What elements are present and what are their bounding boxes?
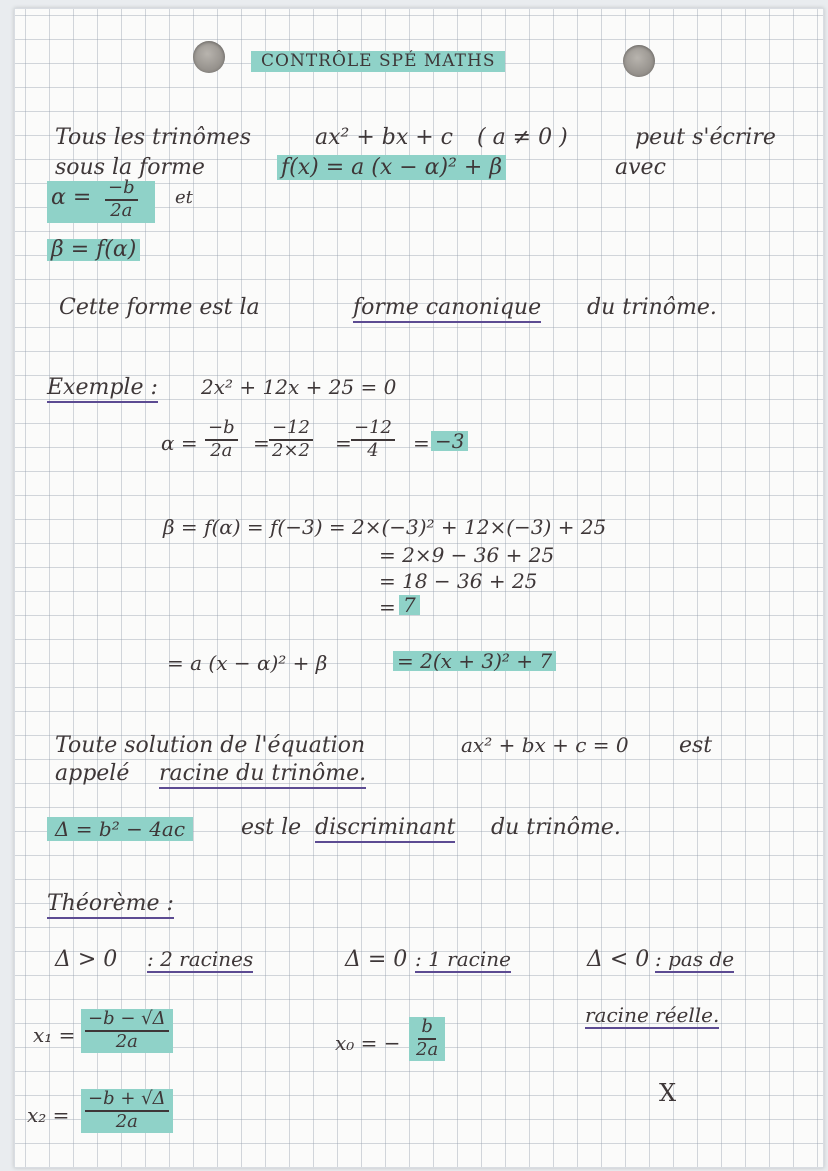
discriminant-text: est le [241,815,302,840]
fraction-1-denominator: 2a [210,439,233,461]
example-beta-eq: = [379,595,396,619]
fraction-2-numerator: −12 [269,419,313,441]
case3-result: : pas de [655,947,735,971]
x1-numerator: −b − √Δ [85,1010,169,1032]
case1-result: : 2 racines [147,947,254,971]
example-equation: 2x² + 12x + 25 = 0 [201,375,397,399]
example-eq-1: = [253,431,270,455]
example-beta-line2: = 2×9 − 36 + 25 [379,543,555,567]
example-alpha-result: −3 [431,431,468,451]
intro-form-prefix [277,157,506,179]
example-beta-result: 7 [399,595,420,615]
discriminant-tail: du trinôme. [491,815,621,840]
x2-denominator: 2a [115,1110,138,1132]
example-beta-line3: = 18 − 36 + 25 [379,569,538,593]
alpha-lhs: α = [51,185,92,210]
x0-numerator: b [418,1018,436,1040]
example-final-rhs: = 2(x + 3)² + 7 [393,651,556,671]
root-def-term: racine du trinôme. [159,763,366,789]
theorem-label: Théorème : [47,893,174,919]
alpha-denominator: 2a [110,199,133,221]
discriminant-term: discriminant [315,817,455,843]
intro-condition: ( a ≠ 0 ) [477,125,568,150]
alpha-fraction [105,179,138,221]
alpha-numerator: −b [105,179,138,201]
fraction-3-denominator: 4 [367,439,379,461]
x0-fraction [409,1017,445,1061]
x0-denominator: 2a [416,1038,439,1060]
x1-denominator: 2a [115,1030,138,1052]
intro-line2-text: sous la forme [55,155,205,180]
case1-condition: Δ > 0 [55,947,118,972]
intro-avec: avec [615,155,666,180]
example-fraction-3 [351,419,395,461]
case2-condition: Δ = 0 [345,947,408,972]
canonical-term: forme canonique [353,297,541,323]
example-eq-3: = [413,431,430,455]
x2-fraction [81,1089,173,1133]
fraction-1-numerator: −b [205,419,238,441]
example-alpha-lhs: α = [161,431,198,455]
x0-lhs: x₀ = − [335,1031,401,1055]
fraction-3-numerator: −12 [351,419,395,441]
case3-result-line2: racine réelle. [585,1003,720,1027]
beta-definition: β = f(α) [47,239,140,261]
cross-mark: X [659,1079,677,1107]
example-label: Exemple : [47,377,158,403]
x1-lhs: x₁ = [33,1023,76,1047]
punch-hole-left [193,41,225,73]
case2-result: : 1 racine [415,947,511,971]
example-final-lhs: = a (x − α)² + β [167,651,328,675]
notebook-page [14,8,824,1168]
intro-trinomial-expr: ax² + bx + c [315,125,453,150]
example-fraction-1 [205,419,238,461]
x2-lhs: x₂ = [27,1103,70,1127]
discriminant-formula: Δ = b² − 4ac [47,817,193,841]
x2-numerator: −b + √Δ [85,1090,169,1112]
page-title: CONTRÔLE SPÉ MATHS [251,51,505,72]
example-eq-2: = [335,431,352,455]
example-fraction-2 [269,419,313,461]
root-def-equation: ax² + bx + c = 0 [461,733,629,757]
canonical-sentence: Cette forme est la [59,295,260,320]
intro-line1-tail: peut s'écrire [635,125,776,150]
fraction-2-denominator: 2×2 [272,439,310,461]
root-def-est: est [679,733,713,758]
example-beta-line1: β = f(α) = f(−3) = 2×(−3)² + 12×(−3) + 25 [163,515,607,539]
root-def-line2: appelé [55,761,130,786]
intro-canonical-form: f(x) = a (x − α)² + β [277,155,506,180]
punch-hole-right [623,45,655,77]
x1-fraction [81,1009,173,1053]
canonical-tail: du trinôme. [587,295,717,320]
case3-condition: Δ < 0 [587,947,650,972]
intro-line1-text: Tous les trinômes [55,125,251,150]
root-def-line1: Toute solution de l'équation [55,733,366,758]
intro-et: et [175,187,193,208]
